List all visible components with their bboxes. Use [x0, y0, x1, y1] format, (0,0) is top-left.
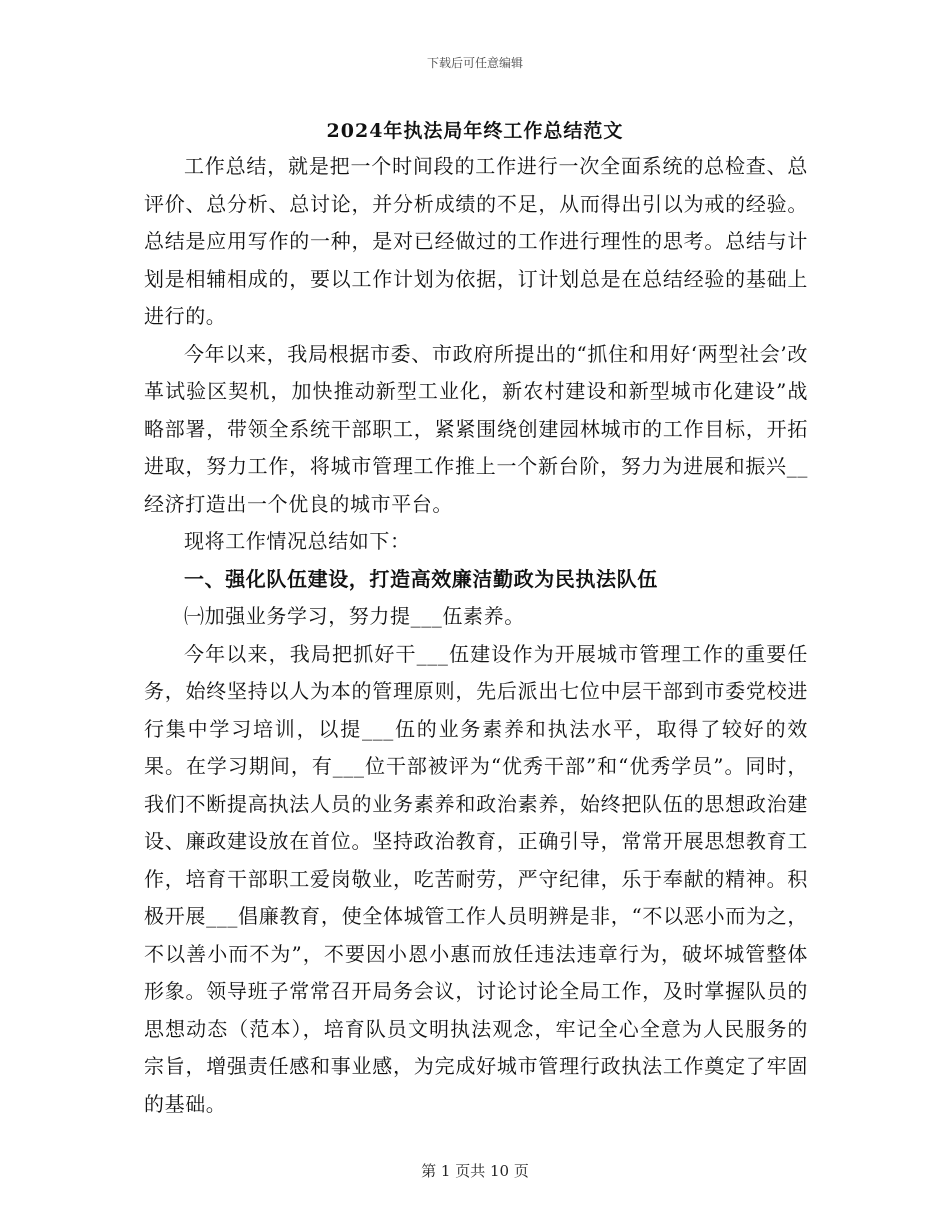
intro-paragraph: 工作总结，就是把一个时间段的工作进行一次全面系统的总检查、总评价、总分析、总讨论，并分析成绩的不足，从而得出引以为戒的经验。总结是应用写作的一种，是对已经做过的工作进行理性的思考。总结与计划是相辅相成的，要以工作计划为依据，订计划总是在总结经验的基础上进行的。 [144, 154, 808, 328]
sub-heading: ㈠加强业务学习，努力提___伍素养。 [184, 604, 525, 628]
page-number-footer: 第 1 页共 10 页 [421, 1162, 529, 1180]
document-title: 2024年执法局年终工作总结范文 [326, 120, 624, 142]
page-header-note: 下载后可任意编辑 [426, 56, 523, 70]
section-heading: 一、强化队伍建设，打造高效廉洁勤政为民执法队伍 [184, 566, 658, 591]
summary-lead-paragraph: 现将工作情况总结如下： [184, 529, 411, 553]
document-body [144, 148, 808, 1123]
section-body-paragraph: 今年以来，我局把抓好干___伍建设作为开展城市管理工作的重要任务，始终坚持以人为本的管理原则，先后派出七位中层干部到市委党校进行集中学习培训，以提___伍的业务素养和执法水平，取得了较好的效果。在学习期间，有___位干部被评为“优秀干部”和“优秀学员”。同时，我们不断提高执法人员的业务素养和政治素养，始终把队伍的思想政治建设、廉政建设放在首位。坚持政治教育，正确引导，常常开展思想教育工作，培育干部职工爱岗敬业，吃苦耐劳，严守纪律，乐于奉献的精神。积极开展___倡廉教育，使全体城管工作人员明辨是非，“不以恶小而为之，不以善小而不为”，不要因小恩小惠而放任违法违章行为，破坏城管整体形象。领导班子常常召开局务会议，讨论讨论全局工作，及时掌握队员的思想动态（范本），培育队员文明执法观念，牢记全心全意为人民服务的宗旨，增强责任感和事业感，为完成好城市管理行政执法工作奠定了牢固的基础。 [144, 641, 808, 1116]
background-paragraph: 今年以来，我局根据市委、市政府所提出的“抓住和用好‘两型社会’改革试验区契机，加快推动新型工业化，新农村建设和新型城市化建设”战略部署，带领全系统干部职工，紧紧围绕创建园林城市的工作目标，开拓进取，努力工作，将城市管理工作推上一个新台阶，努力为进展和振兴__经济打造出一个优良的城市平台。 [144, 341, 808, 516]
